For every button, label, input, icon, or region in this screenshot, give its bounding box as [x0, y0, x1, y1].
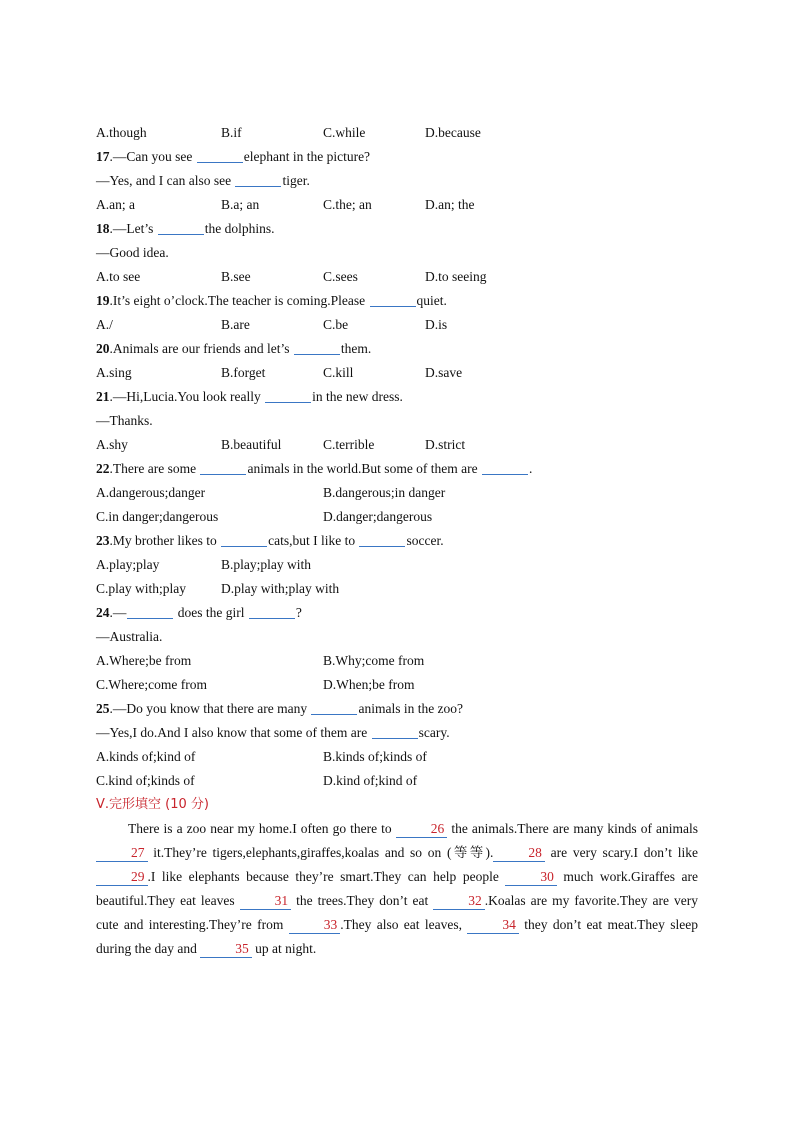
q21-stem — [96, 385, 706, 409]
q24-options-row-2 — [96, 673, 706, 697]
q25-text: .—Do you know that there are many — [109, 701, 311, 716]
cloze-passage — [96, 817, 698, 961]
q20-option-a[interactable]: A.sing — [96, 365, 132, 380]
q18-number: 18 — [96, 221, 110, 236]
q20-options — [96, 361, 706, 385]
q20-blank[interactable] — [294, 340, 340, 355]
passage-text-3: it.They’re tigers,elephants,giraffes,koalas and so on (等等). — [147, 845, 494, 860]
q17-options — [96, 193, 706, 217]
cloze-blank-33[interactable]: 33 — [289, 917, 341, 934]
q18-option-c[interactable]: C.sees — [323, 269, 358, 284]
q25-stem — [96, 697, 706, 721]
q23-blank-2[interactable] — [359, 532, 405, 547]
q20-stem — [96, 337, 706, 361]
q25-blank-2[interactable] — [372, 724, 418, 739]
q20-text-2: them. — [340, 341, 372, 356]
q18-reply: —Good idea. — [96, 245, 169, 260]
q23-text: .My brother likes to — [109, 533, 221, 548]
q25-reply-2: scary. — [418, 725, 450, 740]
q23-option-d[interactable]: D.play with;play with — [221, 581, 340, 596]
q17-stem — [96, 145, 706, 169]
q20-option-c[interactable]: C.kill — [323, 365, 354, 380]
q24-text: .— — [109, 605, 127, 620]
q19-options — [96, 313, 706, 337]
q17-option-d[interactable]: D.an; the — [425, 197, 475, 212]
q22-option-d[interactable]: D.danger;dangerous — [323, 509, 433, 524]
q21-reply: —Thanks. — [96, 413, 153, 428]
q17-line2 — [96, 169, 706, 193]
cloze-blank-32[interactable]: 32 — [433, 893, 485, 910]
q17-reply: —Yes, and I can also see — [96, 173, 235, 188]
q24-option-d[interactable]: D.When;be from — [323, 677, 415, 692]
q18-text-2: the dolphins. — [204, 221, 275, 236]
q17-text-2: elephant in the picture? — [243, 149, 371, 164]
q25-blank-1[interactable] — [311, 700, 357, 715]
q22-option-c[interactable]: C.in danger;dangerous — [96, 509, 219, 524]
passage-text-4: are very scary.I don’t like — [544, 845, 698, 860]
passage-text-5: .I like elephants because they’re smart.They can help people — [147, 869, 506, 884]
q21-blank[interactable] — [265, 388, 311, 403]
q24-line2 — [96, 625, 706, 649]
q23-options-row-1 — [96, 553, 706, 577]
q24-option-a[interactable]: A.Where;be from — [96, 653, 192, 668]
passage-text-6: much work.Giraffes are beautiful.They eat leaves — [96, 869, 698, 908]
q24-blank-2[interactable] — [249, 604, 295, 619]
q25-option-c[interactable]: C.kind of;kinds of — [96, 773, 195, 788]
q25-options-row-2 — [96, 769, 706, 793]
cloze-blank-31[interactable]: 31 — [240, 893, 292, 910]
q25-text-2: animals in the zoo? — [358, 701, 464, 716]
q24-text-2: does the girl — [174, 605, 248, 620]
q24-option-b[interactable]: B.Why;come from — [323, 653, 425, 668]
cloze-blank-35[interactable]: 35 — [200, 941, 252, 958]
q21-options — [96, 433, 706, 457]
q17-blank-1[interactable] — [197, 148, 243, 163]
q16-option-c[interactable]: C.while — [323, 125, 366, 140]
q19-option-c[interactable]: C.be — [323, 317, 349, 332]
q22-option-b[interactable]: B.dangerous;in danger — [323, 485, 446, 500]
q24-stem — [96, 601, 706, 625]
q20-text: .Animals are our friends and let’s — [109, 341, 293, 356]
q22-blank-2[interactable] — [482, 460, 528, 475]
q17-blank-2[interactable] — [235, 172, 281, 187]
q23-stem — [96, 529, 706, 553]
passage-text-11: up at night. — [251, 941, 317, 956]
section-v-heading: Ⅴ.完形填空 (10 分) — [96, 797, 209, 812]
q23-text-3: soccer. — [406, 533, 444, 548]
q19-text: .It’s eight o’clock.The teacher is coming.Please — [109, 293, 369, 308]
q18-options — [96, 265, 706, 289]
q21-option-b[interactable]: B.beautiful — [221, 437, 282, 452]
q21-text-2: in the new dress. — [312, 389, 403, 404]
cloze-blank-26[interactable]: 26 — [396, 821, 448, 838]
q20-number: 20 — [96, 341, 110, 356]
q25-options-row-1 — [96, 745, 706, 769]
q25-option-d[interactable]: D.kind of;kind of — [323, 773, 418, 788]
q17-option-c[interactable]: C.the; an — [323, 197, 372, 212]
question-list — [96, 121, 706, 961]
q17-reply-2: tiger. — [282, 173, 310, 188]
cloze-blank-30[interactable]: 30 — [505, 869, 557, 886]
q19-option-b[interactable]: B.are — [221, 317, 250, 332]
q19-number: 19 — [96, 293, 110, 308]
passage-text-8: .Koalas are my favorite.They are very cute and interesting.They’re from — [96, 893, 698, 932]
q19-option-d[interactable]: D.is — [425, 317, 448, 332]
q19-text-2: quiet. — [416, 293, 447, 308]
q17-number: 17 — [96, 149, 110, 164]
q22-text: .There are some — [109, 461, 200, 476]
passage-text-7: the trees.They don’t eat — [291, 893, 434, 908]
passage-text-10: they don’t eat meat.They sleep during the day and — [96, 917, 698, 956]
q24-option-c[interactable]: C.Where;come from — [96, 677, 207, 692]
q22-options-row-1 — [96, 481, 706, 505]
passage-text-2: the animals.There are many kinds of animals — [447, 821, 699, 836]
q17-option-b[interactable]: B.a; an — [221, 197, 260, 212]
passage-text-1: There is a zoo near my home.I often go there to — [128, 821, 396, 836]
q25-option-b[interactable]: B.kinds of;kinds of — [323, 749, 427, 764]
q21-option-d[interactable]: D.strict — [425, 437, 466, 452]
q21-option-c[interactable]: C.terrible — [323, 437, 375, 452]
q19-option-a[interactable]: A./ — [96, 317, 113, 332]
q22-text-2: animals in the world.But some of them are — [247, 461, 482, 476]
q22-blank-1[interactable] — [200, 460, 246, 475]
q21-number: 21 — [96, 389, 110, 404]
cloze-blank-28[interactable]: 28 — [493, 845, 545, 862]
q16-options — [96, 121, 706, 145]
q16-option-a[interactable]: A.though — [96, 125, 147, 140]
q18-option-b[interactable]: B.see — [221, 269, 251, 284]
q25-option-a[interactable]: A.kinds of;kind of — [96, 749, 196, 764]
q22-option-a[interactable]: A.dangerous;danger — [96, 485, 206, 500]
q20-option-d[interactable]: D.save — [425, 365, 463, 380]
q24-text-3: ? — [295, 605, 302, 620]
q24-options-row-1 — [96, 649, 706, 673]
q18-option-a[interactable]: A.to see — [96, 269, 141, 284]
cloze-blank-27[interactable]: 27 — [96, 845, 148, 862]
q23-number: 23 — [96, 533, 110, 548]
q19-stem — [96, 289, 706, 313]
q23-blank-1[interactable] — [221, 532, 267, 547]
q24-reply: —Australia. — [96, 629, 163, 644]
q18-blank[interactable] — [158, 220, 204, 235]
passage-text-9: .They also eat leaves, — [340, 917, 468, 932]
q18-option-d[interactable]: D.to seeing — [425, 269, 487, 284]
q18-text: .—Let’s — [109, 221, 157, 236]
q23-options-row-2 — [96, 577, 706, 601]
q22-text-3: . — [529, 461, 533, 476]
q18-stem — [96, 217, 706, 241]
q22-number: 22 — [96, 461, 110, 476]
q22-stem — [96, 457, 706, 481]
q18-line2 — [96, 241, 706, 265]
q25-number: 25 — [96, 701, 110, 716]
cloze-blank-34[interactable]: 34 — [467, 917, 519, 934]
q21-option-a[interactable]: A.shy — [96, 437, 128, 452]
q17-option-a[interactable]: A.an; a — [96, 197, 135, 212]
cloze-blank-29[interactable]: 29 — [96, 869, 148, 886]
q17-text: .—Can you see — [109, 149, 196, 164]
q16-option-d[interactable]: D.because — [425, 125, 481, 140]
q23-text-2: cats,but I like to — [268, 533, 359, 548]
q19-blank[interactable] — [370, 292, 416, 307]
q24-blank-1[interactable] — [127, 604, 173, 619]
q24-number: 24 — [96, 605, 110, 620]
q20-option-b[interactable]: B.forget — [221, 365, 266, 380]
q23-option-a[interactable]: A.play;play — [96, 557, 160, 572]
q23-option-b[interactable]: B.play;play with — [221, 557, 311, 572]
q23-option-c[interactable]: C.play with;play — [96, 581, 186, 596]
q21-line2 — [96, 409, 706, 433]
q25-reply: —Yes,I do.And I also know that some of them are — [96, 725, 371, 740]
q25-line2 — [96, 721, 706, 745]
q16-option-b[interactable]: B.if — [221, 125, 242, 140]
q21-text: .—Hi,Lucia.You look really — [109, 389, 265, 404]
q22-options-row-2 — [96, 505, 706, 529]
